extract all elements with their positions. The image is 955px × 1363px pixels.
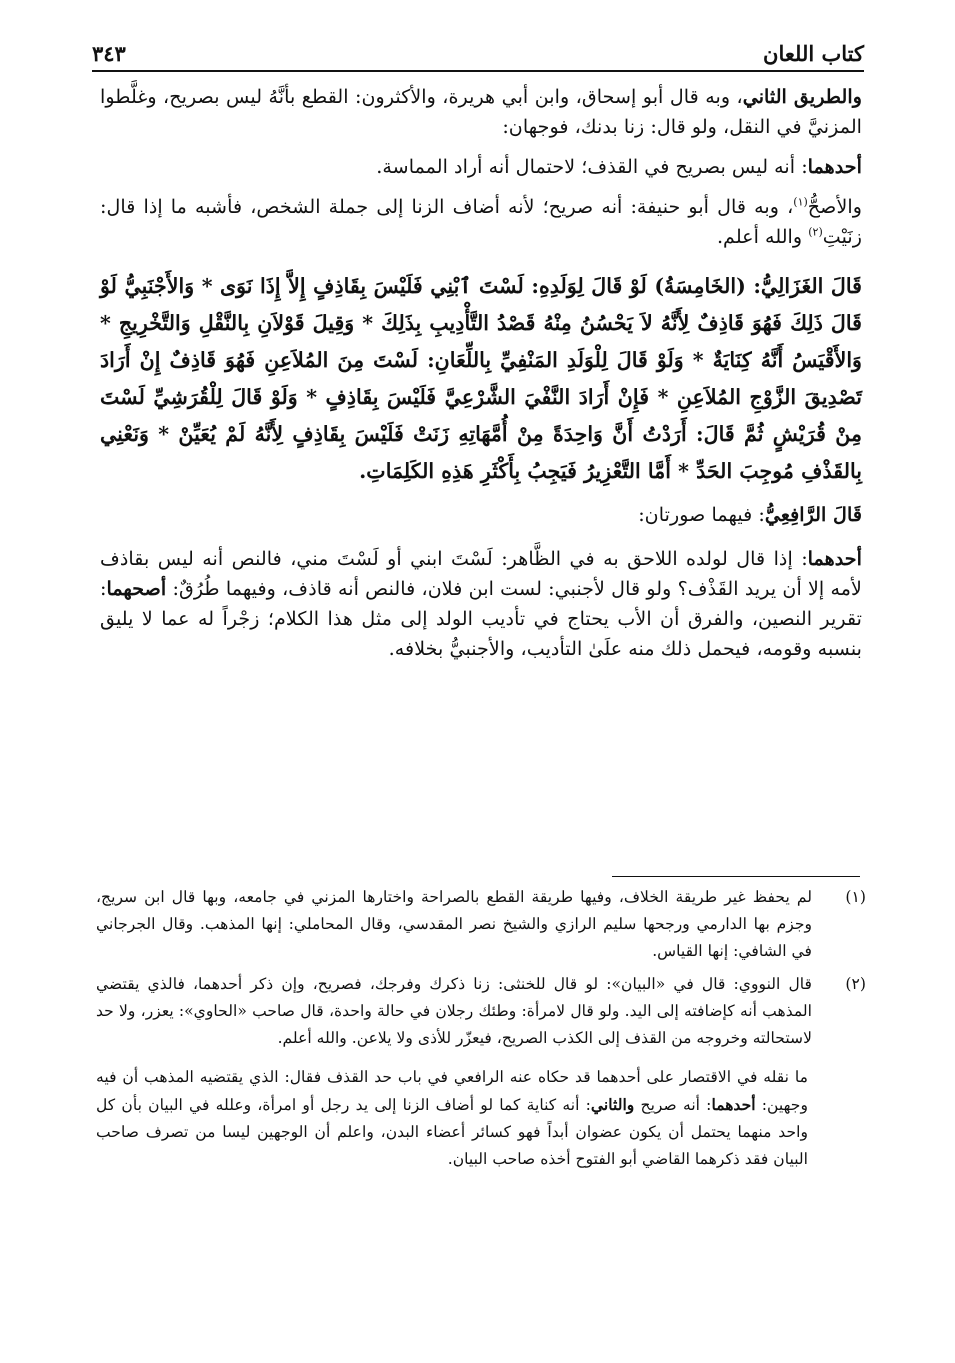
header-divider — [92, 70, 864, 72]
term-second-way: والطريق الثاني — [742, 85, 862, 108]
footnote-text: : أنه كناية كما لو أضاف الزنا إلى يد رجل أو امرأة، وعلله في البيان بأن كل واحد منهما يحتمل أن يكون عضوان أبداً فهو كسائر أعضاء البدن، واعلم أن الوجهين ليسا من تصرف صاحب البيان فقد ذكرهما القاضي أبو الفتوح أخذه صاحب البيان. — [96, 1096, 808, 1168]
paragraph-text: : أنه ليس بصريح في القذف؛ لاحتمال أنه أراد المماسة. — [376, 155, 808, 178]
footnotes — [96, 884, 866, 1173]
term-most-correct: أصحهما — [106, 577, 167, 600]
footnote-ref-1[interactable]: (١) — [793, 195, 808, 209]
footnote-ref-2[interactable]: (٢) — [808, 225, 823, 239]
paragraph-first-view — [100, 152, 862, 182]
term-first: أحدهما — [711, 1095, 756, 1114]
term-first: أحدهما — [807, 547, 862, 570]
term-first: أحدهما — [807, 155, 862, 178]
footnote-2 — [96, 971, 866, 1052]
paragraph-rafii-heading — [100, 500, 862, 530]
paragraph-most-correct — [100, 192, 862, 252]
main-text — [100, 82, 862, 664]
footnote-text: قال النووي: قال في «البيان»: لو قال للخنثى: زنا ذكرك وفرجك، فصريح، وإن ذكر أحدهما، فالذي يقتضي المذهب أنه كإضافته إلى اليد. ولو قال لامرأة: وطئك رجلان في حالة واحدة، قال صاحب «الحاوي»: يعزر، ولا حد لاستحالته وخروجه من القذف إلى الكذب الصريح، فيعزّر للأذى ولا يلاعن. والله أعلم. — [96, 975, 812, 1047]
paragraph-second-way — [100, 82, 862, 142]
footnote-text: ما نقله في الاقتصار على أحدهما قد حكاه عنه الرافعي في باب حد القذف فقال: الذي يقتضيه المذهب أن فيه وجهين: — [96, 1068, 808, 1114]
footnote-divider — [612, 876, 860, 877]
paragraph-text: : فيهما صورتان: — [638, 503, 765, 526]
matn-ghazali: قَالَ الغَزَالِيُّ: (الخَامِسَةُ) لَوْ قَالَ لِوَلَدِهِ: لَسْتَ ٱبْنِي فَلَيْسَ بِقَاذِفٍ إِلاَّ إِذَا نَوَى * وَالأَجْنَبِيُّ لَوْ قَالَ ذَلِكَ فَهُوَ قَاذِفٌ لِأَنَّهُ لاَ يَحْسُنُ مِنْهُ قَصْدُ التَّأْدِيبِ بِذَلِكَ * وَقِيلَ قَوْلاَنِ بِالنَّقْلِ وَالتَّخْرِيجِ * وَالأَقْيَسُ أَنَّهُ كِنَايَةٌ * وَلَوْ قَالَ لِلْوَلَدِ المَنْفِيِّ بِاللِّعَانِ: لَسْتَ مِنَ المُلاَعِنِ فَهُوَ قَاذِفٌ إِنْ أَرَادَ تَصْدِيقَ الزَّوْجِ المُلاَعِنِ * فَإِنْ أَرَادَ النَّفْيَ الشَّرْعِيَّ فَلَيْسَ بِقَاذِفٍ * وَلَوْ قَالَ لِلْقُرَشِيِّ لَسْتَ مِنْ قُرَيْشٍ ثُمَّ قَالَ: أَرَدْتُ أَنَّ وَاحِدَةً مِنْ أُمَّهَاتِهِ زَنَتْ فَلَيْسَ بِقَاذِفٍ لِأَنَّهُ لَمْ يُعَيِّنْ * وَنَعْنِي بِالقَذْفِ مُوجِبَ الحَدِّ * أَمَّا التَّعْزِيرُ فَيَجِبُ بِأَكْثَرِ هَذِهِ الكَلِمَاتِ. — [100, 274, 862, 483]
footnote-1 — [96, 884, 866, 965]
term-second: والثاني — [590, 1095, 635, 1114]
footnote-continuation — [96, 1064, 808, 1173]
paragraph-first-case — [100, 544, 862, 664]
page-number: ٣٤٣ — [92, 41, 126, 66]
paragraph-text: والله أعلم. — [716, 225, 809, 248]
footnote-text: لم يحفظ غير طريقة الخلاف، وفيها طريقة القطع بالصراحة واختارها المزني في جامعه، وبها قال ابن سريج، وجزم بها الدارمي ورجحها سليم الرازي والشيخ نصر المقدسي، وقال المحاملي: إنها المذهب. وقال الجرجاني في الشافي: إنها القياس. — [96, 888, 812, 960]
footnote-text: : أنه صريح — [634, 1096, 712, 1114]
paragraph-text: ، وبه قال أبو حنيفة: أنه صريح؛ لأنه أضاف الزنا إلى جملة الشخص، فأشبه ما إذا قال: زنَيْتِ — [100, 195, 862, 248]
footnote-number: (١) — [845, 888, 866, 906]
paragraph-text: والأصحُّ — [807, 195, 862, 218]
term-rafii: قَالَ الرَّافِعِيُّ — [764, 503, 862, 526]
paragraph-text: : تقرير النصين، والفرق أن الأب يحتاج في تأديب الولد إلى مثل هذا الكلام؛ زجْراً له عما لا يليق بنسبه وقومه، فيحمل ذلك منه علَىٰ التأديب، والأجنبيُّ بخلافه. — [100, 577, 862, 660]
paragraph-text: : إذا قال لولده اللاحق به في الظَّاهر: لَسْتَ ابني أو لَسْتَ مني، فالنص أنه ليس بقاذف لأمه إلا أن يريد القَذْف؟ ولو قال لأجنبي: لست ابن فلان، فالنص أنه قاذف، وفيهما طُرُقٌ: — [100, 547, 862, 600]
footnote-number: (٢) — [845, 975, 866, 993]
paragraph-text: ، وبه قال أبو إسحاق، وابن أبي هريرة، والأكثرون: القطع بأنَّهُ ليس بصريح، وغلَّطوا المزنيَّ في النقل، ولو قال: زنا بدنك، فوجهان: — [100, 85, 862, 138]
running-header — [92, 30, 864, 66]
chapter-title: كتاب اللعان — [763, 41, 864, 66]
